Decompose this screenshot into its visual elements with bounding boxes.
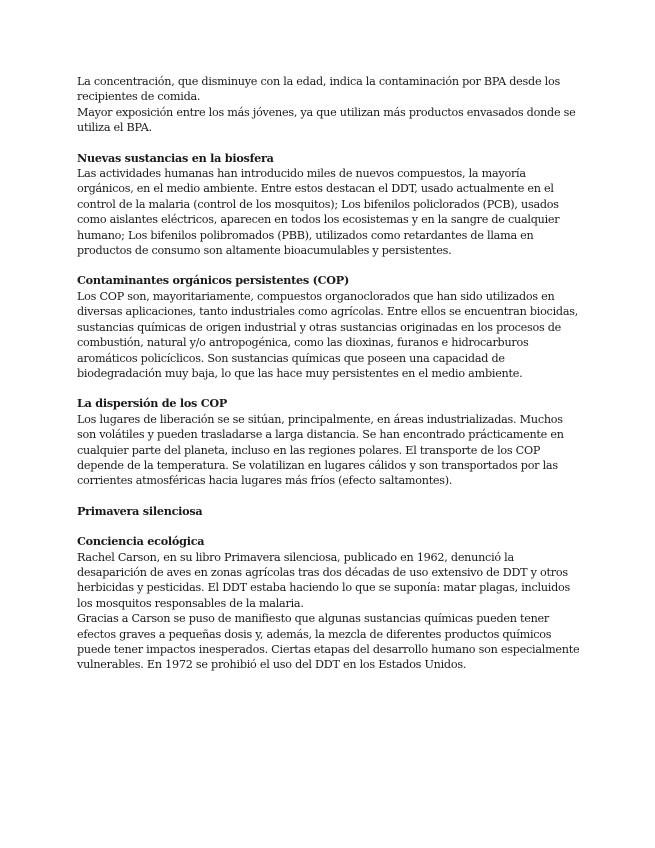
dispersion-heading: La dispersión de los COP (77, 396, 228, 411)
biosfera-paragraph: Las actividades humanas han introducido miles de nuevos compuestos, la mayoría orgánicos, en el medio ambiente. Entre estos destacan el DDT, usado actualmente en el control de la malaria (control de los mosquitos); Los bifenilos policlorados (PCB), usados como aislantes eléctricos, aparecen en todos los ecosistemas y en la sangre de cualquier humano; Los bifenilos polibromados (PBB), utilizados como retardantes de llama en productos de consumo son altamente bioacumulables y persistentes. (77, 167, 560, 258)
cop-section (77, 273, 582, 381)
conciencia-paragraph-2: Gracias a Carson se puso de manifiesto que algunas sustancias químicas pueden tener efectos graves a pequeñas dosis y, además, la mezcla de diferentes productos químicos puede tener impactos inesperados. Ciertas etapas del desarrollo humano son especialmente vulnerables. En 1972 se prohibió el uso del DDT en los Estados Unidos. (77, 612, 580, 672)
dispersion-paragraph: Los lugares de liberación se se sitúan, principalmente, en áreas industrializadas. Muchos son volátiles y pueden trasladarse a larga distancia. Se han encontrado prácticamente en cualquier parte del planeta, incluso en las regiones polares. El transporte de los COP depende de la temperatura. Se volatilizan en lugares cálidos y son transportados por las corrientes atmosféricas hacia lugares más fríos (efecto saltamontes). (77, 412, 564, 488)
conciencia-paragraph-1: Rachel Carson, en su libro Primavera silenciosa, publicado en 1962, denunció la desaparición de aves en zonas agrícolas tras dos décadas de uso extensivo de DDT y otros herbicidas y pesticidas. El DDT estaba haciendo lo que se suponía: matar plagas, incluidos los mosquitos responsables de la malaria. (77, 550, 571, 610)
intro-section (77, 74, 582, 136)
biosfera-section (77, 151, 582, 259)
cop-heading: Contaminantes orgánicos persistentes (COP) (77, 273, 350, 288)
primavera-heading: Primavera silenciosa (77, 503, 203, 518)
dispersion-section (77, 396, 582, 488)
primavera-section (77, 504, 582, 673)
intro-paragraph-2: Mayor exposición entre los más jóvenes, ya que utilizan más productos envasados donde se utiliza el BPA. (77, 105, 576, 135)
biosfera-heading: Nuevas sustancias en la biosfera (77, 150, 274, 165)
cop-paragraph: Los COP son, mayoritariamente, compuestos organoclorados que han sido utilizados en diversas aplicaciones, tanto industriales como agrícolas. Entre ellos se encuentran biocidas, sustancias químicas de origen industrial y otras sustancias originadas en los procesos de combustión, natural y/o antropogénica, como las dioxinas, furanos e hidrocarburos aromáticos policíclicos. Son sustancias químicas que poseen una capacidad de biodegradación muy baja, lo que las hace muy persistentes en el medio ambiente. (77, 289, 579, 380)
intro-paragraph-1: La concentración, que disminuye con la edad, indica la contaminación por BPA desde los recipientes de comida. (77, 75, 560, 104)
document-page (77, 74, 582, 673)
conciencia-heading: Conciencia ecológica (77, 534, 205, 549)
